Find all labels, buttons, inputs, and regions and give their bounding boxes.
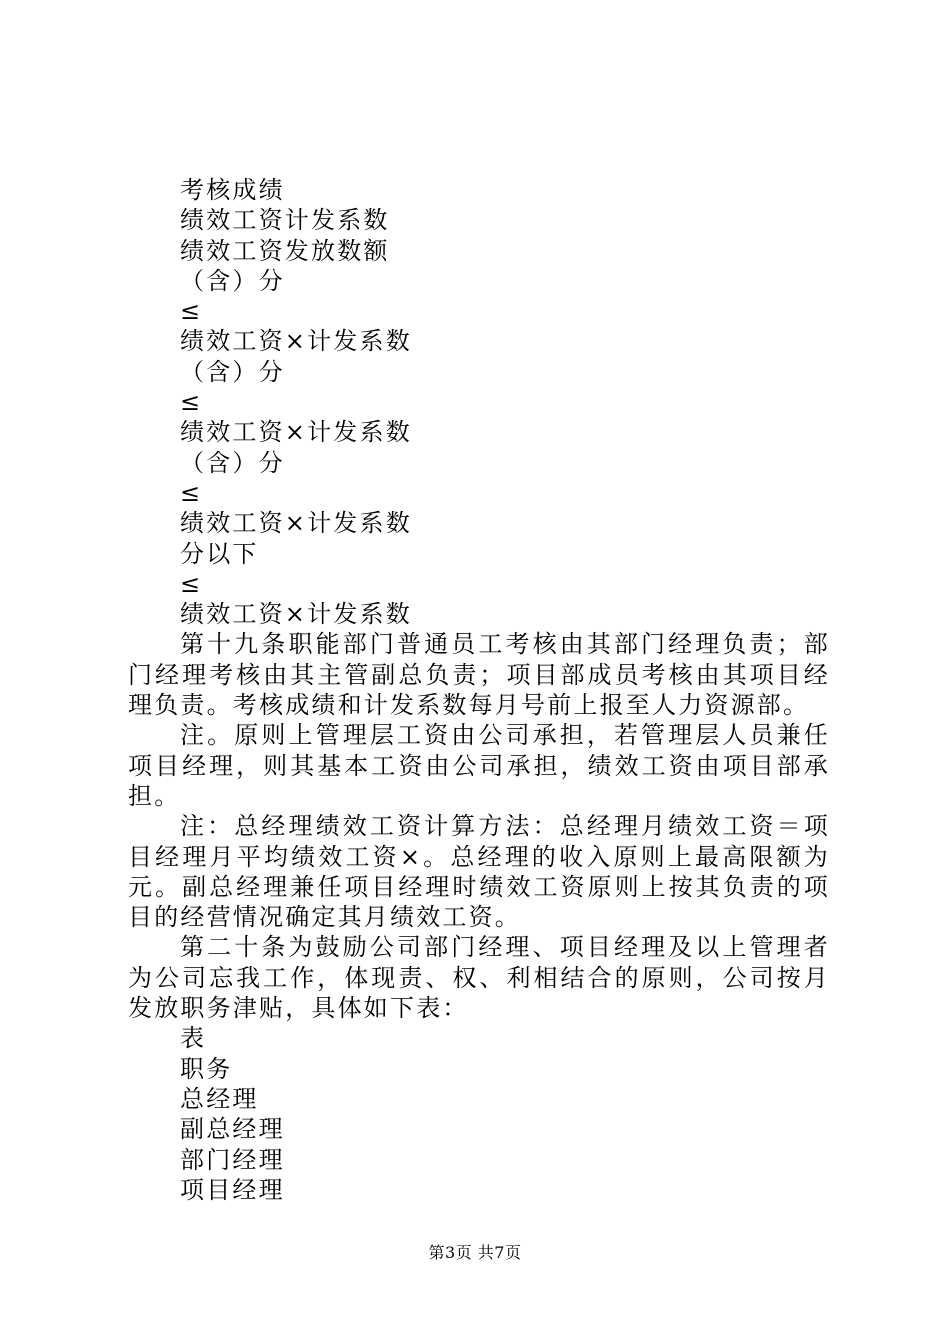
paragraph-note-2: 注：总经理绩效工资计算方法：总经理月绩效工资＝项目经理月平均绩效工资×。总经理的收入原则上最高限额为元。副总经理兼任项目经理时绩效工资原则上按其负责的项目的经营情况确定其月绩效工资。: [128, 812, 830, 932]
page-footer: 第3页 共7页: [428, 1243, 522, 1262]
text-line: 分以下: [180, 539, 259, 568]
text-line: 考核成绩: [180, 176, 285, 204]
table-line: 表: [180, 1024, 207, 1053]
text-line: （含）分: [180, 357, 285, 386]
text-line: （含）分: [180, 448, 285, 477]
text-line: ≤: [180, 478, 203, 507]
text-line: 绩效工资发放数额: [180, 236, 390, 265]
text-line: 绩效工资×计发系数: [180, 418, 412, 447]
table-line: 职务: [180, 1054, 233, 1083]
text-line: ≤: [180, 297, 203, 326]
paragraph-article-19: 第十九条职能部门普通员工考核由其部门经理负责；部门经理考核由其主管副总负责；项目部成员考核由其项目经理负责。考核成绩和计发系数每月号前上报至人力资源部。: [128, 630, 830, 720]
text-line: 绩效工资×计发系数: [180, 509, 412, 538]
table-line: 部门经理: [180, 1145, 285, 1174]
text-line: （含）分: [180, 266, 285, 295]
table-line: 总经理: [180, 1084, 259, 1113]
text-line: 绩效工资计发系数: [180, 206, 390, 235]
text-line: ≤: [180, 388, 203, 417]
paragraph-note-1: 注。原则上管理层工资由公司承担，若管理层人员兼任项目经理，则其基本工资由公司承担，绩效工资由项目部承担。: [128, 721, 830, 810]
text-line: ≤: [180, 569, 203, 598]
paragraph-article-20: 第二十条为鼓励公司部门经理、项目经理及以上管理者为公司忘我工作，体现责、权、利相结合的原则，公司按月发放职务津贴，具体如下表：: [128, 933, 830, 1023]
table-line: 项目经理: [180, 1175, 285, 1204]
table-line: 副总经理: [180, 1115, 285, 1144]
document-body: [128, 175, 830, 1205]
text-line: 绩效工资×计发系数: [180, 327, 412, 356]
text-line: 绩效工资×计发系数: [180, 600, 412, 629]
